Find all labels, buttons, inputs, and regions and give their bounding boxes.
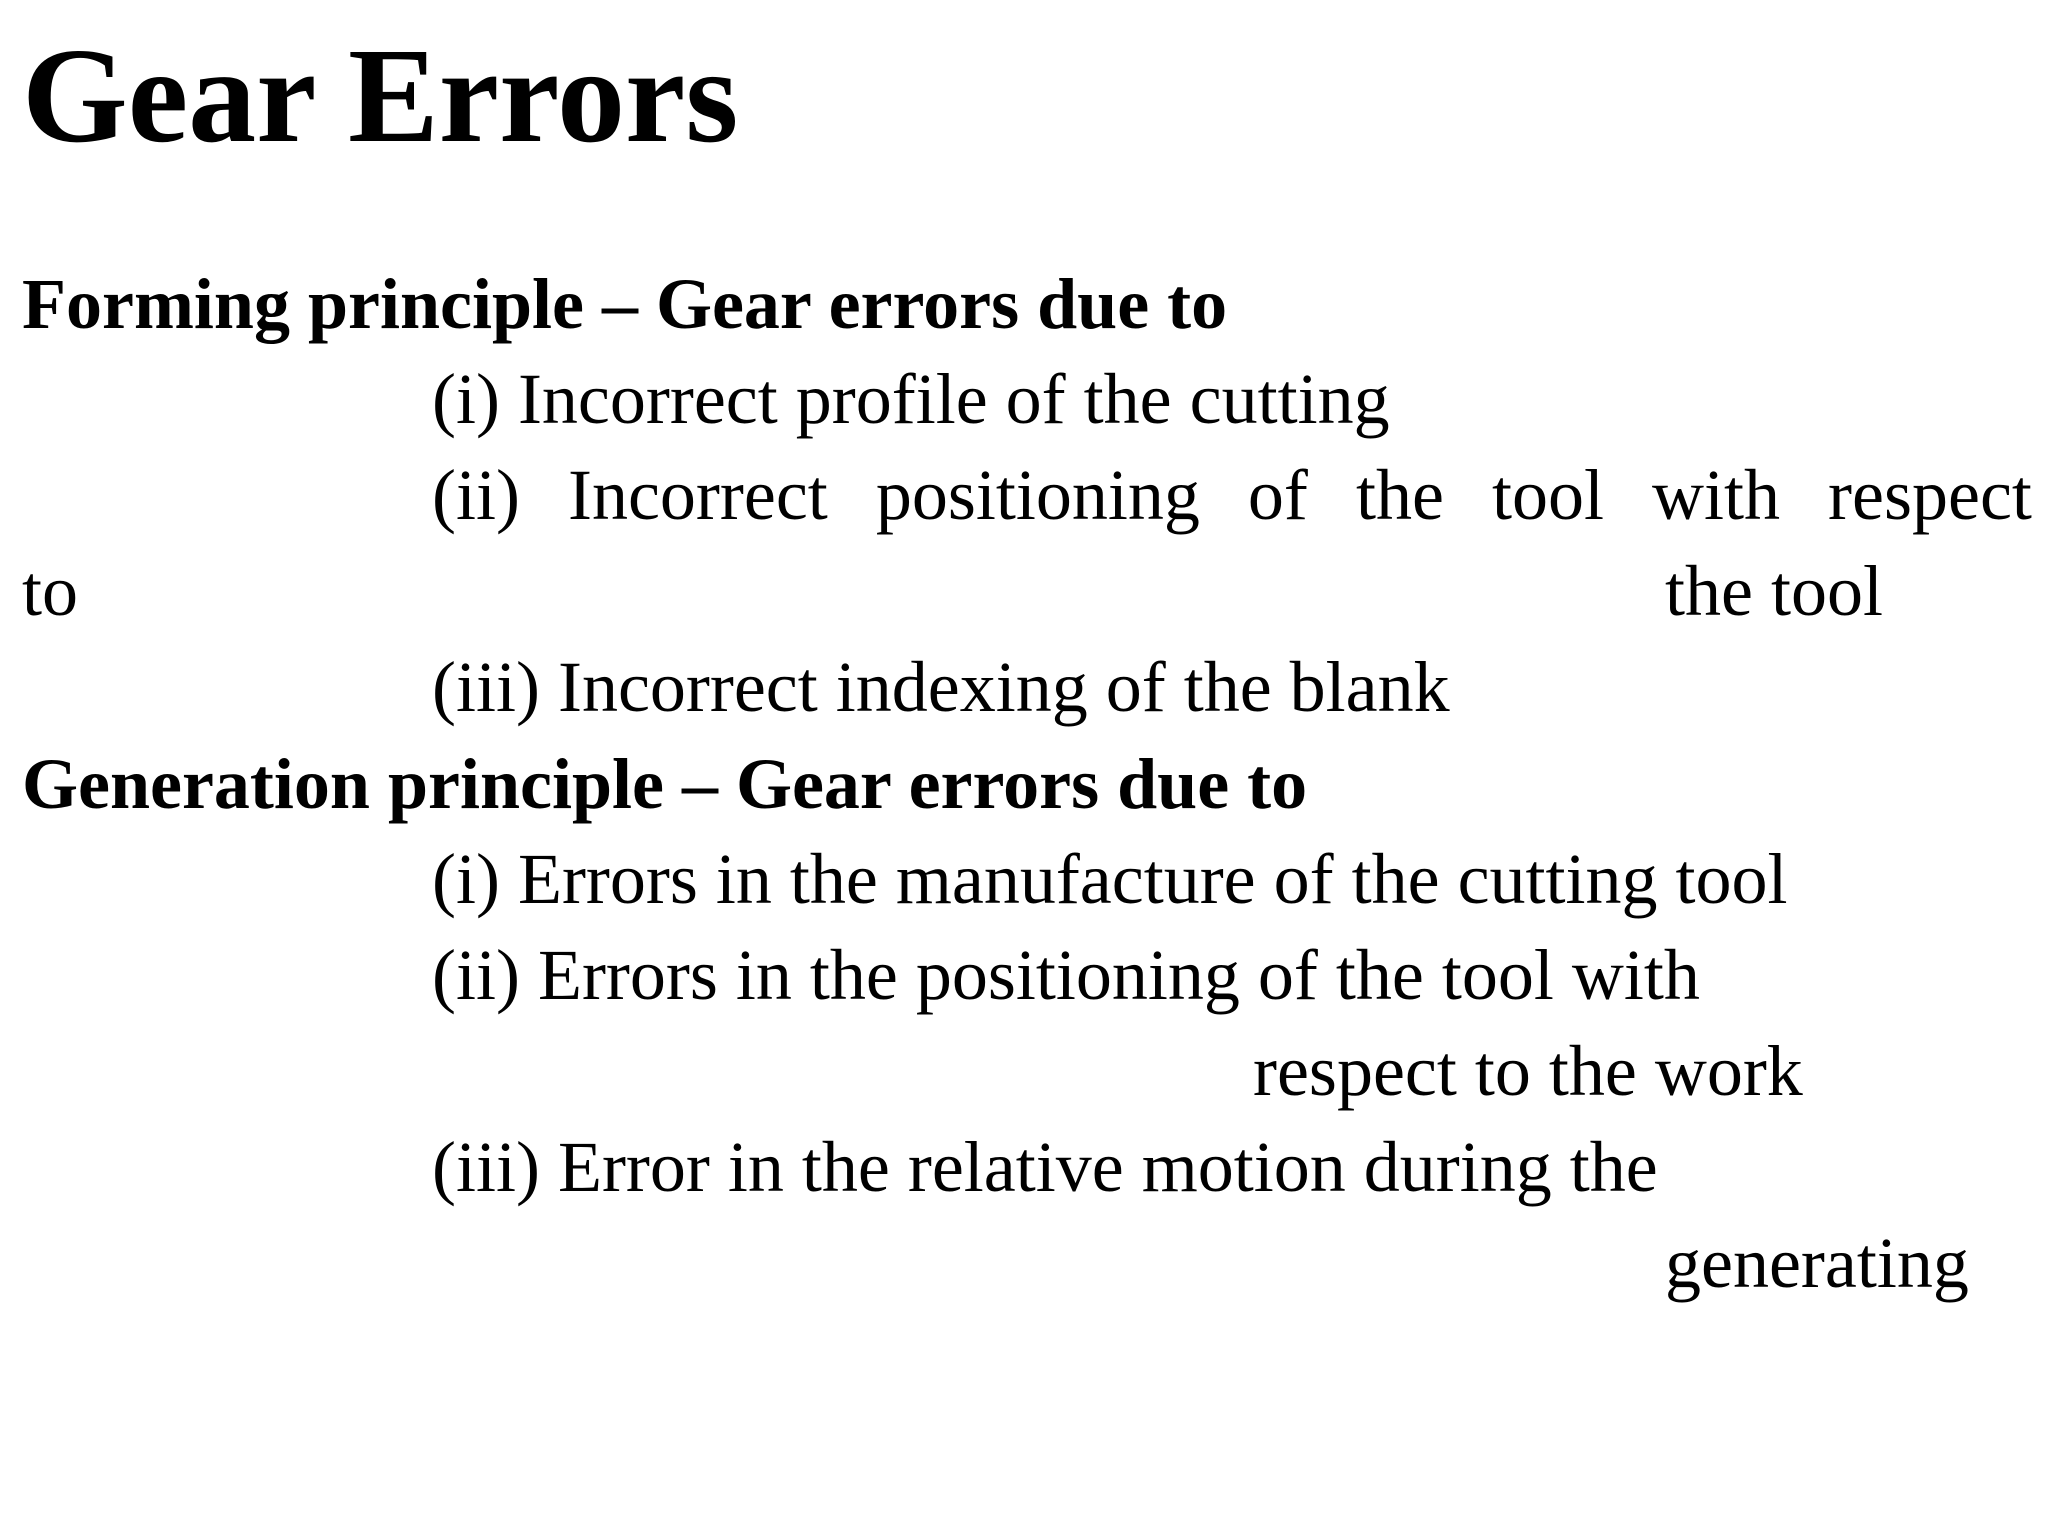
forming-heading: Forming principle – Gear errors due to: [22, 264, 1228, 344]
forming-item-2-word: positioning: [875, 455, 1200, 535]
forming-item-1: (i) Incorrect profile of the cutting: [432, 359, 1390, 439]
forming-item-2-to: to: [22, 551, 79, 631]
forming-item-3: (iii) Incorrect indexing of the blank: [432, 647, 1450, 727]
generation-item-3-tail: generating: [1665, 1223, 1969, 1303]
forming-item-2-word: respect: [1828, 455, 2032, 535]
forming-item-2-word: the: [1355, 455, 1444, 535]
forming-item-2-word: of: [1247, 455, 1308, 535]
forming-item-2-word: Incorrect: [568, 455, 828, 535]
generation-heading: Generation principle – Gear errors due to: [22, 744, 1308, 824]
forming-item-2: [432, 455, 2032, 535]
forming-item-2-tail: the tool: [1665, 551, 1883, 631]
slide-title: Gear Errors: [22, 21, 739, 171]
generation-item-2: (ii) Errors in the positioning of the tool with: [432, 935, 1700, 1015]
generation-item-1: (i) Errors in the manufacture of the cutting tool: [432, 839, 1788, 919]
forming-item-2-word: tool: [1491, 455, 1604, 535]
forming-item-2-word: with: [1651, 455, 1780, 535]
generation-item-2-tail: respect to the work: [1253, 1031, 1803, 1111]
forming-item-2-word: (ii): [432, 455, 520, 535]
generation-item-3: (iii) Error in the relative motion during the: [432, 1127, 1658, 1207]
